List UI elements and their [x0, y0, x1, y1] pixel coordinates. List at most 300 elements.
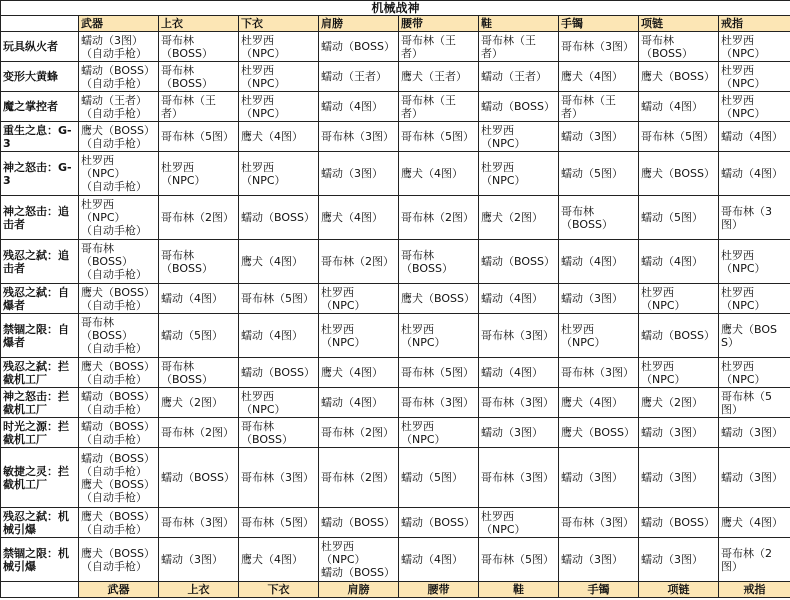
drop-cell — [639, 508, 719, 538]
drop-cell — [559, 92, 639, 122]
drop-cell — [399, 196, 479, 240]
drop-cell — [319, 508, 399, 538]
drop-source-text: （自动手枪） — [81, 136, 147, 150]
drop-source-text: 鹰犬（4图） — [321, 366, 383, 379]
drop-source-text: 哥布林 — [161, 248, 194, 262]
table-row — [1, 32, 790, 62]
drop-source-text: 蠕动（3图） — [81, 33, 143, 47]
drop-cell — [159, 418, 239, 448]
drop-source-text: 哥布林（3图） — [561, 516, 634, 529]
drop-source-text: （自动手枪） — [81, 490, 147, 504]
drop-source-text: 哥布林（3图） — [561, 40, 634, 53]
drop-source-text: 鹰犬（2图） — [481, 211, 543, 224]
drop-source-text: （BOSS） — [161, 261, 213, 275]
drop-source-text: 哥布林（3图） — [401, 396, 474, 409]
drop-source-text: 哥布林（5图） — [401, 130, 474, 143]
drop-source-text: 鹰犬（BOSS） — [81, 285, 155, 299]
drop-cell — [559, 240, 639, 284]
drop-source-text: 蠕动（BOSS） — [321, 566, 395, 579]
drop-cell — [79, 152, 159, 196]
row-label: 神之怒击：拦截机工厂 — [1, 388, 79, 418]
drop-source-text: 蠕动（4图） — [561, 255, 623, 268]
drop-source-text: （NPC） — [241, 402, 286, 416]
drop-cell — [719, 240, 790, 284]
drop-source-text: 蠕动（BOSS） — [81, 389, 155, 403]
drop-cell — [479, 388, 559, 418]
drop-cell — [559, 418, 639, 448]
header-row — [1, 16, 790, 32]
footer-header-row — [1, 582, 790, 598]
drop-cell — [239, 62, 319, 92]
drop-source-text: 蠕动（BOSS） — [81, 451, 155, 465]
drop-cell — [559, 122, 639, 152]
drop-source-text: 鹰犬（BOSS） — [401, 292, 475, 305]
drop-cell — [239, 508, 319, 538]
drop-source-text: 哥布林（2图） — [321, 255, 394, 268]
drop-source-text: 蠕动（5图） — [561, 167, 623, 180]
drop-cell — [159, 388, 239, 418]
drop-cell — [79, 240, 159, 284]
drop-source-text: 哥布林（5图） — [481, 553, 554, 566]
drop-source-text: 者） — [481, 46, 503, 60]
drop-source-text: 蠕动（BOSS） — [481, 255, 555, 268]
drop-cell — [399, 240, 479, 284]
row-label: 禁锢之限：机械引爆 — [1, 538, 79, 582]
drop-cell — [159, 538, 239, 582]
row-label: 残忍之弑：自爆者 — [1, 284, 79, 314]
drop-source-text: （NPC） — [481, 522, 526, 536]
drop-cell — [319, 358, 399, 388]
drop-source-text: 哥布林 — [81, 242, 114, 255]
row-label: 敏捷之灵：拦截机工厂 — [1, 448, 79, 508]
drop-cell — [479, 538, 559, 582]
table-row — [1, 152, 790, 196]
drop-source-text: 蠕动（4图） — [321, 100, 383, 113]
drop-source-text: 哥布林 — [81, 316, 114, 329]
drop-cell — [479, 32, 559, 62]
drop-source-text: （自动手枪） — [81, 224, 147, 237]
drop-source-text: 杜罗西 — [401, 419, 434, 433]
drop-cell — [79, 196, 159, 240]
drop-cell — [479, 358, 559, 388]
row-label: 时光之源：拦截机工厂 — [1, 418, 79, 448]
column-header: 上衣 — [159, 16, 239, 32]
drop-source-text: （NPC） — [561, 335, 606, 349]
drop-cell — [239, 314, 319, 358]
table-title: 机械战神 — [1, 1, 790, 16]
table-row — [1, 388, 790, 418]
drop-source-text: 哥布林（3图） — [321, 130, 394, 143]
drop-source-text: 蠕动（3图） — [641, 426, 703, 439]
drop-source-text: 杜罗西 — [721, 33, 754, 47]
drop-cell — [639, 284, 719, 314]
drop-source-text: 杜罗西 — [561, 322, 594, 336]
drop-source-text: 哥布林（5图） — [401, 366, 474, 379]
drop-cell — [79, 418, 159, 448]
drop-source-text: 鹰犬（2图） — [641, 396, 703, 409]
drop-cell — [319, 314, 399, 358]
drop-source-text: 鹰犬（BOSS） — [561, 426, 635, 439]
drop-source-text: （BOSS） — [401, 261, 453, 275]
drop-cell — [239, 284, 319, 314]
drop-source-text: 蠕动（5图） — [641, 211, 703, 224]
drop-source-text: 蠕动（3图） — [481, 426, 543, 439]
drop-source-text: 鹰犬（4图） — [561, 70, 623, 83]
drop-source-text: 杜罗西 — [641, 359, 674, 373]
drop-cell — [399, 32, 479, 62]
drop-source-text: 蠕动（BOSS） — [321, 516, 395, 529]
drop-source-text: 哥布林（3图） — [481, 471, 554, 484]
drop-source-text: 蠕动（王者） — [321, 70, 387, 83]
drop-source-text: （NPC） — [721, 106, 766, 120]
drop-cell — [239, 122, 319, 152]
drop-source-text: （自动手枪） — [81, 76, 147, 90]
drop-source-text: 蠕动（3图） — [721, 426, 783, 439]
drop-source-text: （自动手枪） — [81, 522, 147, 536]
drop-cell — [79, 448, 159, 508]
drop-source-text: （自动手枪） — [81, 464, 147, 478]
drop-cell — [639, 388, 719, 418]
drop-source-text: （BOSS） — [161, 372, 213, 386]
table-row — [1, 122, 790, 152]
drop-source-text: 者） — [161, 106, 183, 120]
drop-source-text: （NPC） — [321, 553, 366, 566]
drop-cell — [79, 32, 159, 62]
drop-source-text: 哥布林（王 — [401, 93, 456, 107]
corner-cell — [1, 16, 79, 32]
row-label: 玩具纵火者 — [1, 32, 79, 62]
drop-cell — [639, 448, 719, 508]
drop-cell — [639, 196, 719, 240]
drop-cell — [159, 122, 239, 152]
column-header: 武器 — [79, 582, 159, 598]
drop-source-text: 蠕动（3图） — [641, 553, 703, 566]
drop-source-text: （BOSS） — [161, 76, 213, 90]
column-header: 戒指 — [719, 16, 790, 32]
column-header: 下衣 — [239, 582, 319, 598]
drop-source-text: 杜罗西 — [721, 359, 754, 373]
row-label: 魔之掌控者 — [1, 92, 79, 122]
drop-source-text: 哥布林 — [401, 248, 434, 262]
drop-source-text: （自动手枪） — [81, 298, 147, 312]
drop-source-text: （NPC） — [161, 173, 206, 187]
drop-cell — [719, 196, 790, 240]
drop-source-text: 鹰犬（4图） — [721, 516, 783, 529]
drop-cell — [719, 122, 790, 152]
drop-source-text: 鹰犬（4图） — [321, 211, 383, 224]
drop-source-text: 哥布林（3图） — [481, 329, 554, 342]
drop-source-text: 蠕动（4图） — [721, 167, 783, 180]
drop-cell — [719, 92, 790, 122]
column-header: 肩膀 — [319, 16, 399, 32]
drop-source-text: （NPC） — [401, 432, 446, 446]
drop-source-text: 哥布林（2图） — [401, 211, 474, 224]
drop-cell — [319, 62, 399, 92]
drop-cell — [159, 508, 239, 538]
drop-source-text: 鹰犬（王者） — [401, 70, 467, 83]
drop-source-text: （BOSS） — [561, 217, 613, 231]
table-row — [1, 284, 790, 314]
drop-cell — [319, 240, 399, 284]
drop-cell — [239, 358, 319, 388]
drop-cell — [479, 92, 559, 122]
drop-source-text: 鹰犬（4图） — [401, 167, 463, 180]
drop-cell — [319, 32, 399, 62]
drop-source-text: 杜罗西 — [721, 285, 754, 299]
drop-source-text: 蠕动（BOSS） — [241, 366, 315, 379]
table-row — [1, 418, 790, 448]
table-row — [1, 314, 790, 358]
drop-source-text: 哥布林 — [241, 419, 274, 433]
drop-source-text: （NPC） — [81, 167, 126, 180]
drop-cell — [559, 32, 639, 62]
column-header: 手镯 — [559, 16, 639, 32]
drop-source-text: 蠕动（4图） — [161, 292, 223, 305]
drop-cell — [159, 152, 239, 196]
drop-cell — [399, 62, 479, 92]
drop-source-text: （BOSS） — [81, 255, 133, 268]
drop-cell — [559, 62, 639, 92]
drop-source-text: 者） — [561, 106, 583, 120]
drop-cell — [399, 284, 479, 314]
table-row — [1, 358, 790, 388]
drop-source-text: 蠕动（4图） — [321, 396, 383, 409]
drop-source-text: （NPC） — [641, 372, 686, 386]
table-row — [1, 196, 790, 240]
column-header: 鞋 — [479, 582, 559, 598]
drop-source-text: （NPC） — [241, 106, 286, 120]
drop-cell — [719, 508, 790, 538]
drop-cell — [239, 388, 319, 418]
column-header: 项链 — [639, 16, 719, 32]
drop-cell — [239, 92, 319, 122]
drop-source-text: 蠕动（3图） — [721, 471, 783, 484]
drop-source-text: 者） — [401, 106, 423, 120]
drop-source-text: 蠕动（4图） — [241, 329, 303, 342]
drop-cell — [319, 448, 399, 508]
drop-cell — [159, 448, 239, 508]
drop-source-text: 哥布林（2图） — [161, 426, 234, 439]
table-row — [1, 448, 790, 508]
drop-source-text: 杜罗西 — [481, 160, 514, 174]
drop-source-text: 蠕动（4图） — [481, 292, 543, 305]
drop-source-text: 鹰犬（BOSS） — [81, 546, 155, 560]
drop-cell — [239, 240, 319, 284]
drop-source-text: （NPC） — [481, 173, 526, 187]
drop-source-text: 哥布林（5图） — [721, 389, 772, 416]
drop-source-text: 鹰犬（BOSS） — [81, 509, 155, 523]
drop-cell — [559, 358, 639, 388]
column-header: 腰带 — [399, 582, 479, 598]
drop-cell — [159, 32, 239, 62]
drop-cell — [639, 122, 719, 152]
drop-cell — [399, 508, 479, 538]
drop-cell — [239, 538, 319, 582]
drop-cell — [719, 284, 790, 314]
column-header: 项链 — [639, 582, 719, 598]
drop-source-text: 蠕动（4图） — [641, 255, 703, 268]
row-label: 残忍之弑：追击者 — [1, 240, 79, 284]
drop-cell — [399, 538, 479, 582]
drop-source-text: 者） — [401, 46, 423, 60]
row-label: 禁锢之限：自爆者 — [1, 314, 79, 358]
drop-source-text: 蠕动（4图） — [721, 130, 783, 143]
drop-source-text: （自动手枪） — [81, 432, 147, 446]
drop-cell — [479, 240, 559, 284]
drop-source-text: 鹰犬（BOSS） — [81, 477, 155, 491]
drop-source-text: 哥布林（2图） — [721, 546, 772, 573]
drop-source-text: 杜罗西 — [161, 160, 194, 174]
drop-cell — [639, 358, 719, 388]
drop-source-text: （BOSS） — [241, 432, 293, 446]
drop-source-text: 杜罗西 — [321, 322, 354, 336]
column-header: 下衣 — [239, 16, 319, 32]
drop-cell — [79, 92, 159, 122]
drop-source-text: 哥布林（王 — [561, 93, 616, 107]
drop-cell — [159, 62, 239, 92]
drop-source-text: （BOSS） — [81, 329, 133, 342]
column-header: 腰带 — [399, 16, 479, 32]
drop-source-text: 蠕动（BOSS） — [641, 329, 715, 342]
drop-source-text: 杜罗西 — [241, 160, 274, 174]
drop-cell — [159, 196, 239, 240]
title-row — [1, 1, 790, 16]
drop-source-text: 哥布林（5图） — [161, 130, 234, 143]
drop-source-text: 蠕动（BOSS） — [321, 40, 395, 53]
drop-source-text: 杜罗西 — [241, 63, 274, 77]
column-header: 武器 — [79, 16, 159, 32]
drop-cell — [719, 538, 790, 582]
column-header: 上衣 — [159, 582, 239, 598]
drop-source-text: （NPC） — [321, 298, 366, 312]
drop-cell — [239, 32, 319, 62]
drop-source-text: （NPC） — [641, 298, 686, 312]
drop-cell — [239, 152, 319, 196]
drop-cell — [79, 358, 159, 388]
drop-source-text: 哥布林 — [161, 33, 194, 47]
drop-source-text: 哥布林（5图） — [641, 130, 714, 143]
drop-source-text: 蠕动（BOSS） — [81, 63, 155, 77]
drop-cell — [719, 418, 790, 448]
drop-cell — [639, 152, 719, 196]
drop-cell — [79, 122, 159, 152]
drop-source-text: （NPC） — [241, 173, 286, 187]
drop-source-text: 杜罗西 — [81, 154, 114, 167]
drop-cell — [639, 240, 719, 284]
drop-source-text: 蠕动（BOSS） — [481, 100, 555, 113]
drop-source-text: （NPC） — [241, 76, 286, 90]
drop-cell — [559, 448, 639, 508]
drop-source-text: 蠕动（BOSS） — [161, 471, 235, 484]
drop-cell — [319, 284, 399, 314]
drop-source-text: 蠕动（BOSS） — [401, 516, 475, 529]
drop-source-text: 杜罗西 — [481, 509, 514, 523]
drop-cell — [639, 538, 719, 582]
drop-cell — [719, 152, 790, 196]
drop-cell — [159, 358, 239, 388]
drop-source-text: 哥布林（3图） — [561, 366, 634, 379]
drop-source-text: 哥布林 — [161, 63, 194, 77]
drop-source-text: 蠕动（3图） — [561, 553, 623, 566]
drop-source-text: 哥布林（2图） — [161, 211, 234, 224]
drop-source-text: 杜罗西 — [481, 123, 514, 137]
drop-cell — [79, 62, 159, 92]
drop-cell — [719, 314, 790, 358]
column-header: 戒指 — [719, 582, 790, 598]
drop-cell — [639, 418, 719, 448]
drop-source-text: （自动手枪） — [81, 342, 147, 355]
drop-source-text: 蠕动（4图） — [401, 553, 463, 566]
drop-source-text: 杜罗西 — [321, 540, 354, 553]
drop-source-text: （自动手枪） — [81, 106, 147, 120]
drop-cell — [399, 448, 479, 508]
drop-cell — [559, 508, 639, 538]
drop-cell — [319, 388, 399, 418]
drop-cell — [319, 122, 399, 152]
drop-source-text: （自动手枪） — [81, 559, 147, 573]
drop-cell — [79, 538, 159, 582]
drop-source-text: 杜罗西 — [721, 63, 754, 77]
row-label: 重生之息：G-3 — [1, 122, 79, 152]
drop-source-text: 蠕动（3图） — [161, 553, 223, 566]
drop-source-text: 杜罗西 — [241, 33, 274, 47]
drop-cell — [79, 388, 159, 418]
drop-source-text: 鹰犬（4图） — [241, 553, 303, 566]
drop-source-text: 哥布林（5图） — [241, 516, 314, 529]
drop-cell — [399, 314, 479, 358]
drop-source-text: 鹰犬（4图） — [241, 255, 303, 268]
drop-source-text: 蠕动（王者） — [481, 70, 547, 83]
drop-source-text: 蠕动（3图） — [561, 292, 623, 305]
drop-source-text: （BOSS） — [161, 46, 213, 60]
drop-source-text: 蠕动（4图） — [481, 366, 543, 379]
table-row — [1, 240, 790, 284]
drop-cell — [159, 240, 239, 284]
column-header: 鞋 — [479, 16, 559, 32]
drop-cell — [559, 152, 639, 196]
drop-source-text: （NPC） — [321, 335, 366, 349]
drop-cell — [319, 92, 399, 122]
row-label: 神之怒击：追击者 — [1, 196, 79, 240]
drop-source-text: 蠕动（3图） — [561, 471, 623, 484]
drop-cell — [719, 388, 790, 418]
drop-source-text: 鹰犬（BOSS） — [81, 123, 155, 137]
drop-source-text: 鹰犬（4图） — [241, 130, 303, 143]
drop-source-text: （NPC） — [81, 211, 126, 224]
drop-source-text: （自动手枪） — [81, 46, 147, 60]
drop-source-text: 哥布林（2图） — [321, 426, 394, 439]
drop-source-text: 哥布林（王 — [401, 33, 456, 47]
drop-cell — [479, 152, 559, 196]
drop-source-text: 哥布林（王 — [161, 93, 216, 107]
drop-source-text: （NPC） — [721, 46, 766, 60]
drop-source-text: 蠕动（BOSS） — [81, 419, 155, 433]
drop-source-text: （自动手枪） — [81, 402, 147, 416]
drop-cell — [479, 418, 559, 448]
drop-source-text: 哥布林 — [561, 204, 594, 218]
drop-cell — [719, 32, 790, 62]
drop-cell — [399, 418, 479, 448]
drop-source-text: （NPC） — [721, 261, 766, 275]
drop-cell — [719, 448, 790, 508]
drop-source-text: （自动手枪） — [81, 372, 147, 386]
drop-source-text: 哥布林（3图） — [481, 396, 554, 409]
drop-cell — [559, 314, 639, 358]
drop-source-text: 哥布林（2图） — [321, 471, 394, 484]
drop-cell — [319, 418, 399, 448]
corner-cell — [1, 582, 79, 598]
drop-source-text: 蠕动（BOSS） — [641, 516, 715, 529]
